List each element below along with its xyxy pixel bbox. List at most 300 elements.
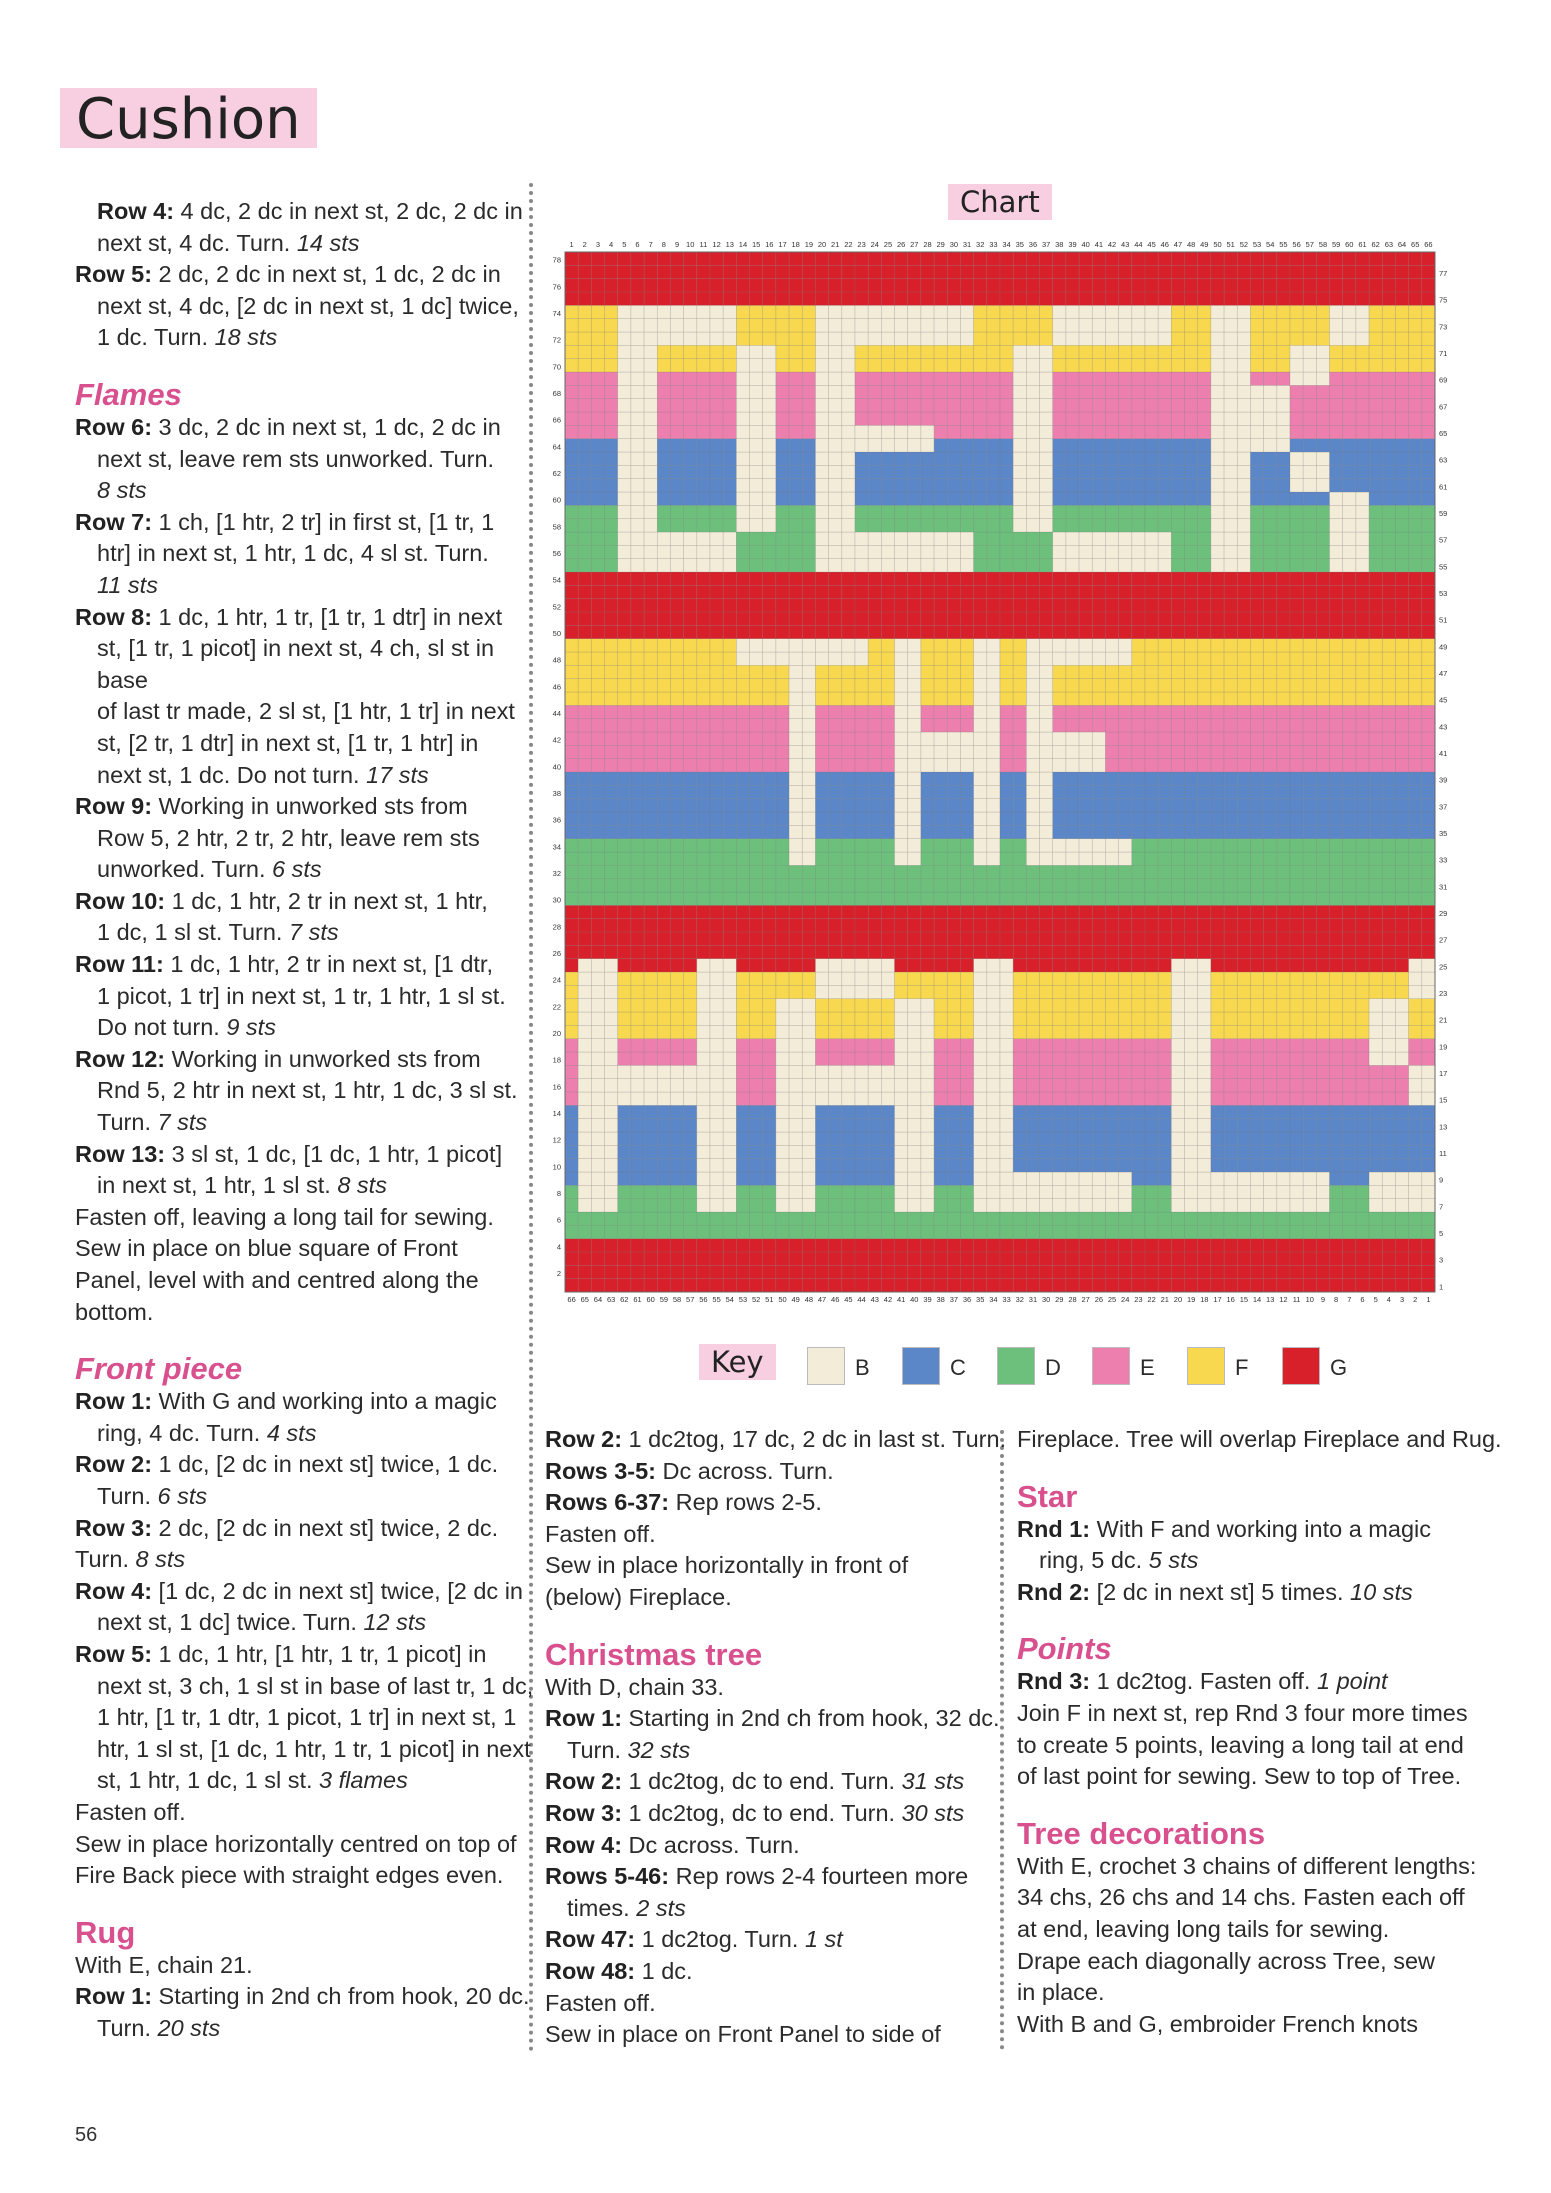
chart-cell: [684, 732, 697, 745]
chart-cell: [1343, 492, 1356, 505]
chart-cell: [1026, 679, 1039, 692]
chart-cell: [895, 705, 908, 718]
chart-cell: [697, 1199, 710, 1212]
chart-cell: [1066, 879, 1079, 892]
chart-cell: [1382, 332, 1395, 345]
chart-cell: [670, 1065, 683, 1078]
chart-cell: [947, 825, 960, 838]
chart-cell: [1040, 812, 1053, 825]
chart-cell: [960, 572, 973, 585]
instruction-text: Sew in place horizontally centred on top of: [75, 1830, 517, 1857]
chart-cell: [974, 719, 987, 732]
chart-cell: [1277, 852, 1290, 865]
chart-cell: [974, 772, 987, 785]
chart-cell: [1356, 1052, 1369, 1065]
chart-cell: [960, 1065, 973, 1078]
chart-cell: [802, 412, 815, 425]
chart-cell: [1264, 919, 1277, 932]
chart-cell: [657, 612, 670, 625]
chart-cell: [605, 1119, 618, 1132]
chart-cell: [974, 812, 987, 825]
chart-cell: [1079, 519, 1092, 532]
chart-cell: [895, 879, 908, 892]
chart-cell: [710, 1119, 723, 1132]
chart-cell: [605, 439, 618, 452]
chart-cell: [763, 452, 776, 465]
chart-cell: [1277, 905, 1290, 918]
chart-cell: [1277, 452, 1290, 465]
chart-cell: [618, 985, 631, 998]
chart-cell: [1026, 372, 1039, 385]
chart-cell: [578, 479, 591, 492]
chart-cell: [1185, 572, 1198, 585]
chart-cell: [802, 1052, 815, 1065]
chart-cell: [1211, 505, 1224, 518]
chart-cell: [1013, 1172, 1026, 1185]
chart-cell: [842, 1012, 855, 1025]
chart-cell: [1053, 572, 1066, 585]
chart-cell: [881, 1079, 894, 1092]
chart-cell: [1132, 385, 1145, 398]
chart-cell: [1303, 825, 1316, 838]
chart-cell: [1250, 892, 1263, 905]
chart-cell: [697, 839, 710, 852]
chart-cell: [1119, 919, 1132, 932]
chart-cell: [644, 1212, 657, 1225]
chart-cell: [1369, 1239, 1382, 1252]
chart-cell: [1264, 652, 1277, 665]
stitch-count: 8 sts: [135, 1546, 186, 1573]
chart-cell: [1079, 959, 1092, 972]
chart-cell: [644, 932, 657, 945]
chart-cell: [605, 319, 618, 332]
chart-cell: [1198, 425, 1211, 438]
chart-cell: [1264, 1172, 1277, 1185]
chart-cell: [1382, 1132, 1395, 1145]
chart-cell: [1185, 612, 1198, 625]
chart-cell: [1198, 905, 1211, 918]
chart-cell: [1277, 999, 1290, 1012]
chart-cell: [960, 785, 973, 798]
chart-cell: [1079, 865, 1092, 878]
chart-cell: [895, 999, 908, 1012]
chart-cell: [921, 665, 934, 678]
chart-cell: [1330, 705, 1343, 718]
chart-cell: [1409, 1039, 1422, 1052]
chart-cell: [881, 799, 894, 812]
chart-cell: [921, 785, 934, 798]
chart-cell: [631, 865, 644, 878]
chart-cell: [855, 439, 868, 452]
chart-cell: [842, 1212, 855, 1225]
chart-cell: [1224, 1159, 1237, 1172]
chart-cell: [829, 825, 842, 838]
stitch-count: 6 sts: [157, 1482, 208, 1509]
chart-cell: [750, 1239, 763, 1252]
chart-cell: [789, 839, 802, 852]
chart-cell: [974, 932, 987, 945]
chart-cell: [1026, 719, 1039, 732]
chart-cell: [1409, 919, 1422, 932]
instruction-line: [545, 2019, 990, 2051]
chart-cell: [1092, 732, 1105, 745]
chart-cell: [605, 639, 618, 652]
pattern-column-middle: [545, 1424, 1007, 2051]
chart-cell: [1343, 545, 1356, 558]
chart-cell: [1026, 1159, 1039, 1172]
chart-cell: [908, 1252, 921, 1265]
chart-cell: [776, 625, 789, 638]
chart-cell: [1198, 1199, 1211, 1212]
chart-cell: [1237, 959, 1250, 972]
chart-cell: [657, 945, 670, 958]
chart-cell: [842, 719, 855, 732]
chart-cell: [947, 572, 960, 585]
chart-cell: [763, 585, 776, 598]
chart-cell: [1105, 1252, 1118, 1265]
chart-cell: [1026, 359, 1039, 372]
chart-cell: [1409, 932, 1422, 945]
chart-cell: [1211, 905, 1224, 918]
chart-cell: [934, 1212, 947, 1225]
chart-cell: [1026, 399, 1039, 412]
chart-cell: [736, 359, 749, 372]
chart-cell: [1395, 879, 1408, 892]
chart-cell: [987, 345, 1000, 358]
chart-cell: [670, 625, 683, 638]
chart-cell: [1079, 1159, 1092, 1172]
chart-cell: [829, 345, 842, 358]
chart-cell: [1330, 1105, 1343, 1118]
chart-cell: [1013, 1185, 1026, 1198]
chart-cell: [776, 745, 789, 758]
chart-cell: [1132, 505, 1145, 518]
chart-cell: [1000, 1265, 1013, 1278]
chart-cell: [631, 1265, 644, 1278]
chart-cell: [921, 719, 934, 732]
chart-cell: [1185, 692, 1198, 705]
chart-cell: [868, 559, 881, 572]
chart-cell: [855, 652, 868, 665]
chart-cell: [1356, 345, 1369, 358]
chart-cell: [776, 1172, 789, 1185]
chart-cell: [1105, 599, 1118, 612]
chart-cell: [1316, 599, 1329, 612]
chart-cell: [1026, 412, 1039, 425]
chart-cell: [1053, 785, 1066, 798]
chart-cell: [697, 1039, 710, 1052]
chart-cell: [1343, 1279, 1356, 1292]
chart-cell: [776, 972, 789, 985]
chart-cell: [1198, 1092, 1211, 1105]
chart-cell: [670, 1225, 683, 1238]
chart-cell: [947, 559, 960, 572]
chart-cell: [1290, 892, 1303, 905]
chart-cell: [684, 479, 697, 492]
chart-cell: [644, 545, 657, 558]
instruction-line: [545, 1424, 1007, 1456]
chart-cell: [1105, 1119, 1118, 1132]
chart-cell: [1356, 945, 1369, 958]
instruction-line: [75, 728, 523, 760]
chart-cell: [895, 772, 908, 785]
chart-cell: [1316, 1039, 1329, 1052]
instruction-text: Working in unworked sts from: [152, 793, 468, 820]
chart-cell: [1171, 945, 1184, 958]
chart-cell: [802, 492, 815, 505]
chart-cell: [618, 879, 631, 892]
chart-cell: [1145, 999, 1158, 1012]
chart-cell: [736, 945, 749, 958]
chart-cell: [1382, 492, 1395, 505]
chart-cell: [591, 825, 604, 838]
chart-cell: [1000, 1159, 1013, 1172]
chart-cell: [1145, 1092, 1158, 1105]
chart-cell: [1040, 1132, 1053, 1145]
chart-cell: [776, 1212, 789, 1225]
chart-cell: [1330, 1132, 1343, 1145]
chart-cell: [1343, 372, 1356, 385]
chart-cell: [763, 1132, 776, 1145]
chart-cell: [1079, 572, 1092, 585]
chart-cell: [723, 612, 736, 625]
chart-cell: [605, 959, 618, 972]
chart-cell: [1422, 1132, 1435, 1145]
chart-cell: [1053, 439, 1066, 452]
chart-cell: [1198, 1185, 1211, 1198]
chart-cell: [987, 1065, 1000, 1078]
chart-cell: [763, 1199, 776, 1212]
chart-cell: [881, 825, 894, 838]
chart-cell: [1132, 372, 1145, 385]
chart-cell: [1303, 1265, 1316, 1278]
chart-cell: [921, 759, 934, 772]
chart-cell: [763, 1025, 776, 1038]
chart-cell: [1224, 892, 1237, 905]
chart-cell: [1185, 492, 1198, 505]
chart-cell: [736, 1172, 749, 1185]
chart-cell: [1066, 785, 1079, 798]
chart-cell: [578, 545, 591, 558]
chart-cell: [750, 585, 763, 598]
chart-cell: [1250, 759, 1263, 772]
chart-cell: [1237, 599, 1250, 612]
chart-cell: [1409, 1065, 1422, 1078]
chart-cell: [578, 1119, 591, 1132]
chart-cell: [710, 825, 723, 838]
chart-cell: [855, 919, 868, 932]
chart-cell: [657, 665, 670, 678]
chart-cell: [1290, 639, 1303, 652]
chart-cell: [1158, 692, 1171, 705]
chart-cell: [1316, 399, 1329, 412]
chart-cell: [1237, 532, 1250, 545]
chart-cell: [1369, 985, 1382, 998]
chart-cell: [908, 452, 921, 465]
chart-cell: [1382, 1225, 1395, 1238]
chart-cell: [934, 665, 947, 678]
chart-cell: [934, 532, 947, 545]
chart-cell: [881, 385, 894, 398]
chart-cell: [1026, 1279, 1039, 1292]
chart-cell: [763, 625, 776, 638]
chart-cell: [1395, 585, 1408, 598]
chart-cell: [618, 852, 631, 865]
chart-cell: [1092, 1265, 1105, 1278]
chart-cell: [1224, 505, 1237, 518]
chart-cell: [1132, 1092, 1145, 1105]
chart-cell: [710, 319, 723, 332]
chart-cell: [618, 799, 631, 812]
chart-cell: [591, 959, 604, 972]
chart-cell: [1119, 1025, 1132, 1038]
chart-cell: [763, 985, 776, 998]
chart-cell: [644, 1092, 657, 1105]
chart-cell: [644, 532, 657, 545]
chart-cell: [921, 772, 934, 785]
chart-cell: [1382, 665, 1395, 678]
chart-cell: [1158, 492, 1171, 505]
chart-cell: [697, 319, 710, 332]
chart-cell: [1264, 732, 1277, 745]
chart-cell: [895, 532, 908, 545]
chart-cell: [1277, 785, 1290, 798]
chart-cell: [802, 879, 815, 892]
chart-cell: [1119, 385, 1132, 398]
chart-cell: [1105, 559, 1118, 572]
chart-cell: [631, 679, 644, 692]
chart-cell: [618, 599, 631, 612]
chart-cell: [1132, 679, 1145, 692]
chart-cell: [644, 492, 657, 505]
chart-cell: [1211, 945, 1224, 958]
chart-cell: [1395, 639, 1408, 652]
chart-cell: [829, 932, 842, 945]
chart-cell: [1409, 732, 1422, 745]
chart-cell: [987, 1199, 1000, 1212]
chart-cell: [736, 919, 749, 932]
chart-cell: [1303, 1092, 1316, 1105]
chart-cell: [1000, 439, 1013, 452]
chart-cell: [881, 585, 894, 598]
chart-cell: [1237, 1212, 1250, 1225]
chart-cell: [618, 572, 631, 585]
chart-cell: [855, 1145, 868, 1158]
chart-cell: [670, 905, 683, 918]
chart-cell: [1356, 452, 1369, 465]
chart-cell: [776, 679, 789, 692]
chart-cell: [1079, 1132, 1092, 1145]
chart-cell: [1250, 439, 1263, 452]
chart-cell: [815, 612, 828, 625]
chart-cell: [1382, 625, 1395, 638]
instruction-text: in next st, 1 htr, 1 sl st.: [97, 1172, 338, 1199]
chart-cell: [1053, 1025, 1066, 1038]
chart-cell: [1079, 1092, 1092, 1105]
chart-cell: [1224, 439, 1237, 452]
chart-cell: [1132, 612, 1145, 625]
chart-cell: [1105, 492, 1118, 505]
chart-cell: [1303, 1025, 1316, 1038]
chart-cell: [1224, 999, 1237, 1012]
chart-cell: [1000, 745, 1013, 758]
chart-cell: [1422, 759, 1435, 772]
chart-cell: [1171, 1185, 1184, 1198]
chart-cell: [1185, 625, 1198, 638]
chart-cell: [1092, 812, 1105, 825]
chart-cell: [868, 1119, 881, 1132]
chart-cell: [1277, 412, 1290, 425]
chart-cell: [921, 1025, 934, 1038]
chart-cell: [815, 1039, 828, 1052]
chart-cell: [1343, 1052, 1356, 1065]
chart-cell: [631, 1025, 644, 1038]
chart-cell: [960, 1052, 973, 1065]
chart-cell: [565, 985, 578, 998]
chart-cell: [1343, 945, 1356, 958]
chart-cell: [1356, 399, 1369, 412]
chart-cell: [1343, 359, 1356, 372]
chart-cell: [934, 799, 947, 812]
chart-cell: [1145, 1239, 1158, 1252]
chart-cell: [934, 1252, 947, 1265]
chart-cell: [1119, 425, 1132, 438]
chart-cell: [578, 825, 591, 838]
chart-cell: [1079, 985, 1092, 998]
chart-cell: [750, 1039, 763, 1052]
chart-cell: [1330, 839, 1343, 852]
chart-cell: [815, 492, 828, 505]
chart-cell: [908, 372, 921, 385]
chart-cell: [1132, 345, 1145, 358]
chart-cell: [578, 585, 591, 598]
chart-cell: [1343, 1132, 1356, 1145]
chart-cell: [1066, 492, 1079, 505]
chart-cell: [644, 399, 657, 412]
chart-cell: [1264, 1132, 1277, 1145]
chart-cell: [710, 1212, 723, 1225]
chart-cell: [763, 825, 776, 838]
chart-cell: [1382, 852, 1395, 865]
chart-cell: [1198, 1265, 1211, 1278]
instruction-line: [1017, 1946, 1487, 1978]
chart-cell: [578, 692, 591, 705]
chart-cell: [1369, 585, 1382, 598]
chart-cell: [960, 692, 973, 705]
chart-cell: [763, 559, 776, 572]
chart-cell: [1145, 1145, 1158, 1158]
chart-cell: [1211, 892, 1224, 905]
chart-cell: [1237, 345, 1250, 358]
instruction-text: Row 5, 2 htr, 2 tr, 2 htr, leave rem sts: [97, 824, 480, 851]
chart-cell: [974, 679, 987, 692]
chart-cell: [710, 545, 723, 558]
chart-cell: [763, 1279, 776, 1292]
chart-cell: [1158, 1159, 1171, 1172]
instruction-text: [1 dc, 2 dc in next st] twice, [2 dc in: [152, 1577, 523, 1604]
chart-cell: [631, 1052, 644, 1065]
chart-cell: [776, 1145, 789, 1158]
chart-cell: [947, 839, 960, 852]
chart-cell: [1330, 932, 1343, 945]
chart-cell: [855, 665, 868, 678]
chart-cell: [947, 919, 960, 932]
chart-cell: [1409, 332, 1422, 345]
chart-cell: [605, 585, 618, 598]
chart-cell: [710, 372, 723, 385]
chart-cell: [1105, 1279, 1118, 1292]
chart-cell: [684, 332, 697, 345]
